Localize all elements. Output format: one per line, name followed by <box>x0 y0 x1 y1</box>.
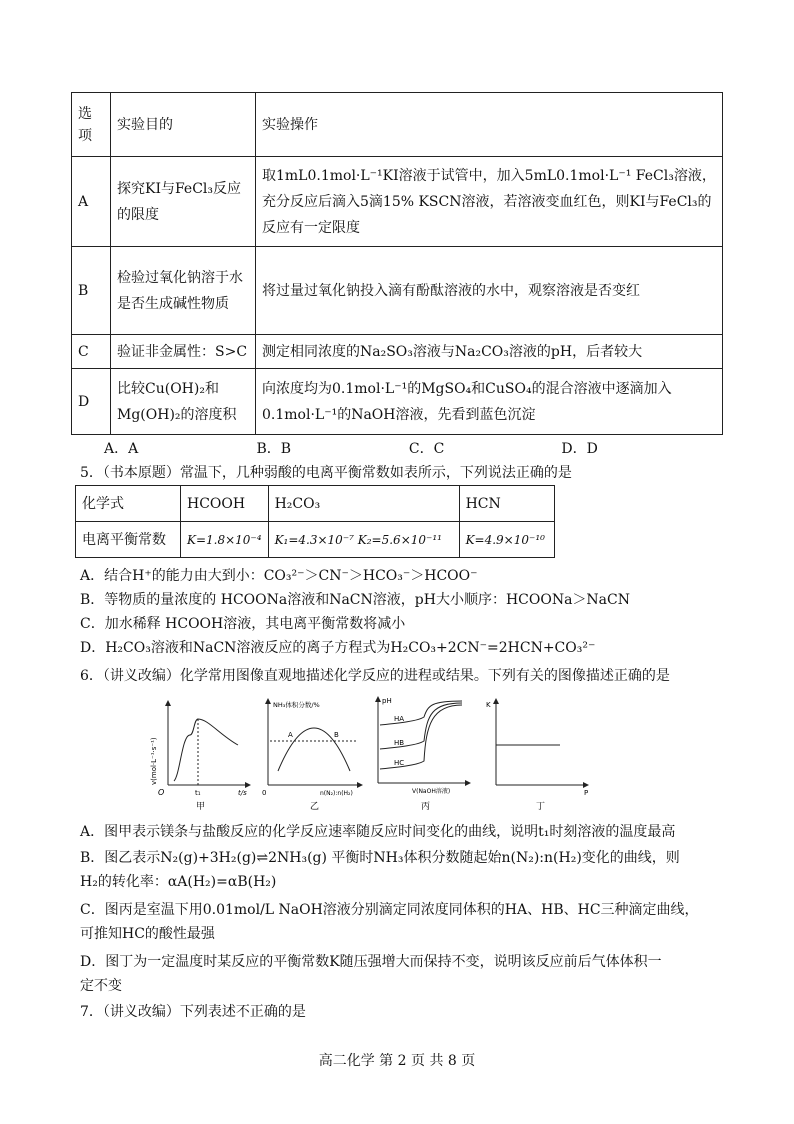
graph-bing-ylabel: pH <box>382 697 392 705</box>
q6-option-d: D．图丁为一定温度时某反应的平衡常数K随压强增大而保持不变，说明该反应前后气体体积一 <box>80 954 662 970</box>
graph-yi-origin: 0 <box>262 789 267 797</box>
q6-graphs <box>150 695 600 815</box>
row-purpose: 验证非金属性：S>C <box>111 335 256 369</box>
graph-ding-caption: 丁 <box>536 802 546 812</box>
row-option: A <box>72 157 111 247</box>
row-operation: 取1mL0.1mol·L⁻¹KI溶液于试管中，加入5mL0.1mol·L⁻¹ FeCl₃溶液，充分反应后滴入5滴15% KSCN溶液，若溶液变血红色，则KI与FeCl₃的反应有一定限度 <box>256 157 723 247</box>
graph-jia <box>150 703 248 812</box>
table-row <box>72 369 723 435</box>
graph-yi-point-b: B <box>334 731 339 739</box>
cell-constant-label: 电离平衡常数 <box>76 522 181 558</box>
graph-bing-xlabel: V(NaOH溶液) <box>412 788 451 795</box>
q5-option-b: B．等物质的量浓度的 HCOONa溶液和NaCN溶液，pH大小顺序：HCOONa＞NaCN <box>80 592 630 608</box>
q4-options <box>104 438 598 458</box>
table-row <box>72 247 723 335</box>
graph-jia-xlabel: t/s <box>238 789 247 797</box>
graph-ding-xlabel: P <box>584 789 589 797</box>
option-d: D．D <box>561 441 598 457</box>
q6-option-b-cont: H₂的转化率：αA(H₂)=αB(H₂) <box>80 874 277 890</box>
graph-bing <box>378 697 468 812</box>
q5-stem: 5．（书本原题）常温下，几种弱酸的电离平衡常数如表所示，下列说法正确的是 <box>80 465 572 481</box>
experiment-table <box>71 92 723 435</box>
graph-bing-hb: HB <box>394 739 405 747</box>
q6-option-c-cont: 可推知HC的酸性最强 <box>80 926 215 942</box>
option-b: B．B <box>256 441 292 457</box>
graph-bing-ha: HA <box>394 715 405 723</box>
graph-ding-ylabel: K <box>486 701 491 709</box>
graph-bing-curve-hc <box>380 705 462 769</box>
row-option: C <box>72 335 111 369</box>
table-row <box>72 157 723 247</box>
graph-jia-curve <box>174 719 238 781</box>
cell-formula-label: 化学式 <box>76 486 181 522</box>
graph-jia-origin: O <box>158 788 165 797</box>
constants-table <box>75 485 555 558</box>
graph-bing-caption: 丙 <box>421 802 431 812</box>
row-operation: 向浓度均为0.1mol·L⁻¹的MgSO₄和CuSO₄的混合溶液中逐滴加入0.1mol·L⁻¹的NaOH溶液，先看到蓝色沉淀 <box>256 369 723 435</box>
option-a: A．A <box>104 441 139 457</box>
cell-k-hcooh: K=1.8×10⁻⁴ <box>181 522 269 558</box>
graph-jia-ylabel: v(mol·L⁻¹·s⁻¹) <box>150 737 158 785</box>
graph-jia-t1: t₁ <box>195 789 201 797</box>
cell-hcooh: HCOOH <box>181 486 269 522</box>
row-purpose: 检验过氧化钠溶于水是否生成碱性物质 <box>111 247 256 335</box>
graph-yi-caption: 乙 <box>310 802 320 812</box>
q6-stem: 6．（讲义改编）化学常用图像直观地描述化学反应的进程或结果。下列有关的图像描述正确的是 <box>80 668 670 684</box>
row-option: D <box>72 369 111 435</box>
row-option: B <box>72 247 111 335</box>
row-operation: 测定相同浓度的Na₂SO₃溶液与Na₂CO₃溶液的pH，后者较大 <box>256 335 723 369</box>
graph-bing-hc: HC <box>394 759 405 767</box>
row-purpose: 探究KI与FeCl₃反应的限度 <box>111 157 256 247</box>
graph-bing-curve-hb <box>380 703 462 749</box>
graph-yi-xlabel: n(N₂):n(H₂) <box>320 790 353 797</box>
row-purpose: 比较Cu(OH)₂和Mg(OH)₂的溶度积 <box>111 369 256 435</box>
graph-jia-caption: 甲 <box>196 802 206 812</box>
q6-option-b: B．图乙表示N₂(g)+3H₂(g)⇌2NH₃(g) 平衡时NH₃体积分数随起始n(N₂):n(H₂)变化的曲线，则 <box>80 850 680 866</box>
graph-yi <box>262 700 360 812</box>
graph-yi-point-a: A <box>288 731 293 739</box>
graph-ding <box>486 701 588 812</box>
header-option: 选项 <box>72 93 111 157</box>
q6-option-d-cont: 定不变 <box>80 978 122 994</box>
header-operation: 实验操作 <box>256 93 723 157</box>
cell-k-h2co3: K₁=4.3×10⁻⁷ K₂=5.6×10⁻¹¹ <box>268 522 459 558</box>
cell-k-hcn: K=4.9×10⁻¹⁰ <box>459 522 554 558</box>
q6-option-a: A．图甲表示镁条与盐酸反应的化学反应速率随反应时间变化的曲线，说明t₁时刻溶液的温度最高 <box>80 824 676 840</box>
cell-hcn: HCN <box>459 486 554 522</box>
q7-stem: 7．（讲义改编）下列表述不正确的是 <box>80 1004 306 1020</box>
q5-option-d: D．H₂CO₃溶液和NaCN溶液反应的离子方程式为H₂CO₃+2CN⁻=2HCN+CO₃²⁻ <box>80 640 596 656</box>
row-operation: 将过量过氧化钠投入滴有酚酞溶液的水中，观察溶液是否变红 <box>256 247 723 335</box>
header-purpose: 实验目的 <box>111 93 256 157</box>
table-row <box>72 335 723 369</box>
graph-bing-curve-ha <box>380 701 462 725</box>
option-c: C．C <box>408 441 445 457</box>
q6-option-c: C．图丙是室温下用0.01mol/L NaOH溶液分别滴定同浓度同体积的HA、HB、HC三种滴定曲线， <box>80 902 699 918</box>
table-header-row <box>72 93 723 157</box>
page-footer: 高二化学 第 2 页 共 8 页 <box>318 1053 476 1069</box>
q5-option-c: C．加水稀释 HCOOH溶液，其电离平衡常数将减小 <box>80 616 406 632</box>
q5-option-a: A．结合H⁺的能力由大到小：CO₃²⁻＞CN⁻＞HCO₃⁻＞HCOO⁻ <box>80 568 478 584</box>
graph-yi-ylabel: NH₃体积分数/% <box>273 701 320 709</box>
cell-h2co3: H₂CO₃ <box>268 486 459 522</box>
